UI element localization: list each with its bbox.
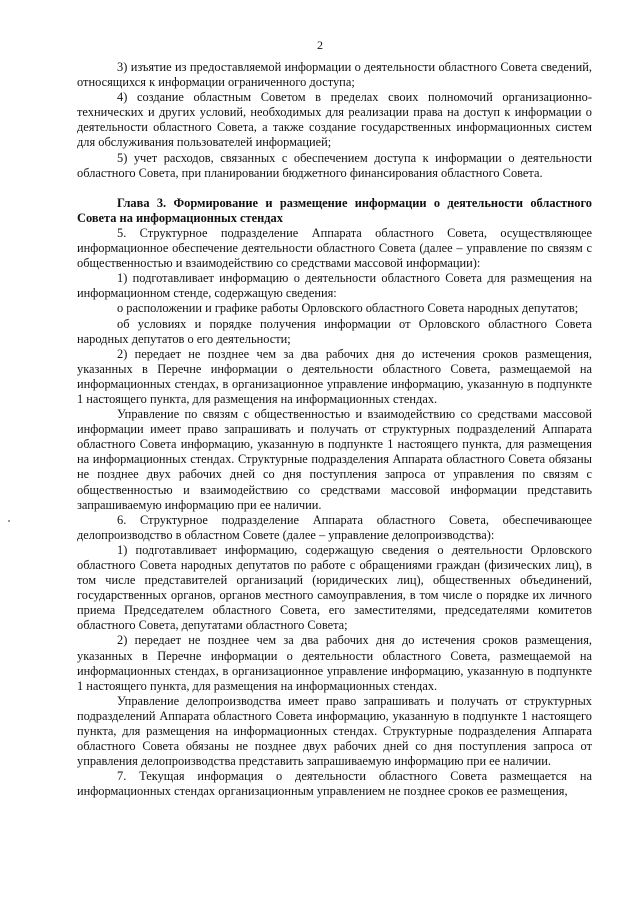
paragraph: 2) передает не позднее чем за два рабочих дня до истечения сроков размещения, указанных в Перечне информации о деятельности областного Совета, размещаемой на информационных стендах, в организационное управление информацию, указанную в подпункте 1 настоящего пункта, для размещения на информационных стендах. [77, 633, 592, 693]
paragraph: 3) изъятие из предоставляемой информации о деятельности областного Совета сведений, относящихся к информации ограниченного доступа; [77, 60, 592, 90]
paragraph: 7. Текущая информация о деятельности областного Совета размещается на информационных стендах организационным управлением не позднее сроков ее размещения, [77, 769, 592, 799]
paragraph: 5) учет расходов, связанных с обеспечением доступа к информации о деятельности областного Совета, при планировании бюджетного финансирования областного Совета. [77, 150, 592, 180]
paragraph: 1) подготавливает информацию, содержащую сведения о деятельности Орловского областного Совета народных депутатов по работе с обращениями граждан (физических лиц), в том числе представителей организаций (юридических лиц), общественных объединений, государственных органов, органов местного самоуправления, в том числе о порядке их личного приема Председателем областного Совета, его заместителями, председателями комитетов областного Совета, депутатами областного Совета; [77, 542, 592, 633]
paragraph: 1) подготавливает информацию о деятельности областного Совета для размещения на информационном стенде, содержащую сведения: [77, 271, 592, 301]
paragraph: 6. Структурное подразделение Аппарата областного Совета, обеспечивающее делопроизводство в областном Совете (далее – управление делопроизводства): [77, 512, 592, 542]
chapter-heading: Глава 3. Формирование и размещение информации о деятельности областного Совета на информационных стендах [77, 195, 592, 225]
paragraph: 5. Структурное подразделение Аппарата областного Совета, осуществляющее информационное обеспечение деятельности областного Совета (далее – управление по связям с общественностью и взаимодействию со средствами массовой информации): [77, 225, 592, 271]
paragraph: Управление делопроизводства имеет право запрашивать и получать от структурных подразделений Аппарата областного Совета информацию, указанную в подпункте 1 настоящего пункта, для размещения на информационных стендах. Структурные подразделения Аппарата областного Совета обязаны не позднее двух рабочих дней со дня поступления запроса от управления делопроизводства представить запрашиваемую информацию при ее наличии. [77, 693, 592, 769]
paragraph: 2) передает не позднее чем за два рабочих дня до истечения сроков размещения, указанных в Перечне информации о деятельности областного Совета, размещаемой на информационных стендах, в организационное управление информацию, указанную в подпункте 1 настоящего пункта, для размещения на информационных стендах. [77, 346, 592, 406]
document-body [77, 60, 592, 800]
paragraph: Управление по связям с общественностью и взаимодействию со средствами массовой информации имеет право запрашивать и получать от структурных подразделений Аппарата областного Совета информацию, указанную в подпункте 1 настоящего пункта, для размещения на информационных стендах. Структурные подразделения Аппарата областного Совета обязаны не позднее двух рабочих дней со дня поступления запроса от управления по связям с общественностью и взаимодействию со средствами массовой информации представить запрашиваемую информацию при ее наличии. [77, 407, 592, 512]
paragraph: 4) создание областным Советом в пределах своих полномочий организационно-технических и других условий, необходимых для реализации права на доступ к информации о деятельности областного Совета, а также создание государственных информационных систем для обслуживания пользователей информацией; [77, 90, 592, 150]
paragraph: о расположении и графике работы Орловского областного Совета народных депутатов; [117, 301, 579, 316]
scan-margin-mark [8, 520, 10, 522]
page-number: 2 [317, 38, 323, 52]
paragraph: об условиях и порядке получения информации от Орловского областного Совета народных депутатов о его деятельности; [77, 316, 592, 346]
